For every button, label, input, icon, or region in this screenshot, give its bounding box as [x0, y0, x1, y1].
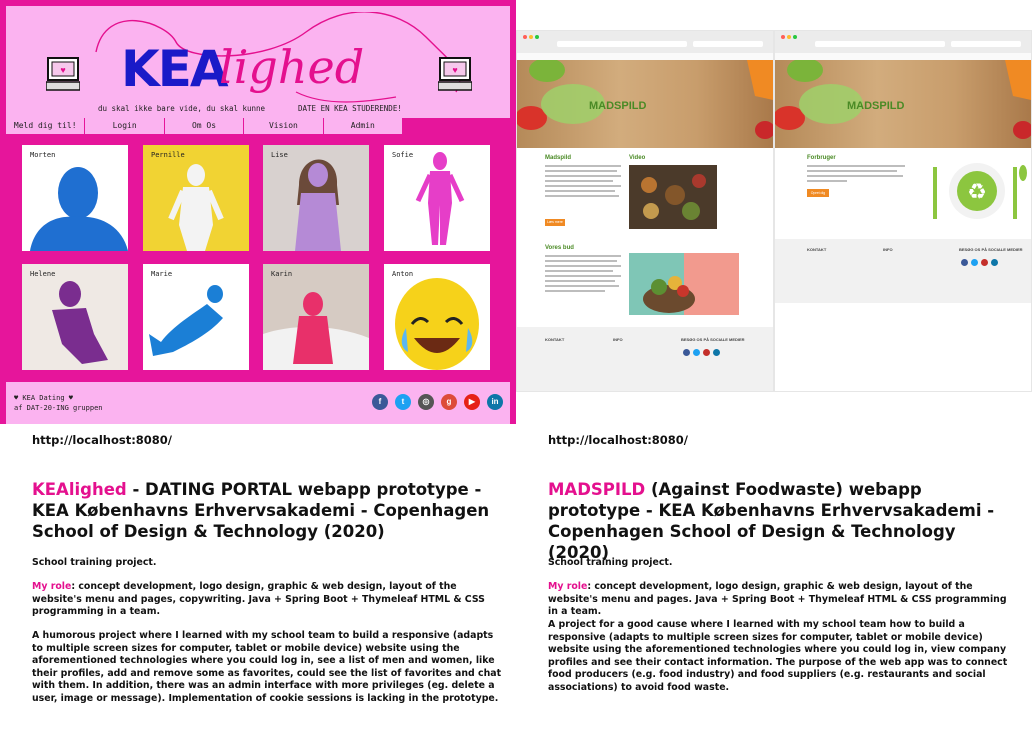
- madspild-logo: MADSPILD: [589, 100, 647, 112]
- heading-vores-bud: Vores bud: [545, 245, 574, 251]
- profile-name: Karin: [271, 270, 293, 278]
- left-project-title: [32, 479, 502, 542]
- nav-admin[interactable]: Admin: [350, 121, 375, 130]
- kealighed-screenshot: [0, 0, 516, 424]
- left-project-url[interactable]: http://localhost:8080/: [32, 433, 173, 447]
- profile-name: Lise: [271, 151, 288, 159]
- profile-name: Anton: [392, 270, 414, 278]
- hero-banner: [517, 60, 773, 148]
- linkedin-icon[interactable]: [713, 349, 720, 356]
- madspild-logo: MADSPILD: [847, 100, 905, 112]
- profile-card[interactable]: [22, 145, 128, 251]
- site-nav: [517, 53, 773, 60]
- svg-text:♥: ♥: [452, 65, 458, 75]
- profile-photo: [263, 264, 369, 370]
- title-text: (Against Foodwaste) webapp prototype - KEA Københavns Erhvervsakademi - Copenhagen School of Design & Technology (2020): [548, 480, 995, 562]
- role-label: My role: [548, 581, 588, 592]
- profile-photo: [384, 264, 490, 370]
- heading-video: Video: [629, 155, 646, 161]
- retro-computer-icon: [46, 56, 80, 92]
- hero-banner: [775, 60, 1031, 148]
- right-project-role: [548, 581, 1018, 619]
- logo-lighed: lighed: [219, 40, 365, 94]
- kea-header: [6, 6, 510, 118]
- text-placeholder-lines: [545, 165, 625, 213]
- facebook-icon[interactable]: f: [372, 394, 388, 410]
- instagram-icon[interactable]: ◎: [418, 394, 434, 410]
- facebook-icon[interactable]: [961, 259, 968, 266]
- profile-card[interactable]: [22, 264, 128, 370]
- kea-footer: [6, 382, 510, 424]
- linkedin-icon[interactable]: [991, 259, 998, 266]
- twitter-icon[interactable]: t: [395, 394, 411, 410]
- heading-madspild: Madspild: [545, 155, 572, 161]
- profile-card[interactable]: [143, 264, 249, 370]
- tagline-call-to-action: DATE EN KEA STUDERENDE!: [298, 104, 402, 113]
- read-more-button[interactable]: Læs mere: [545, 219, 565, 226]
- text-placeholder-lines: [807, 165, 907, 185]
- text-placeholder-lines: [545, 255, 625, 307]
- profile-photo: [143, 264, 249, 370]
- footer-info-heading: INFO: [613, 337, 623, 342]
- role-text: : concept development, logo design, graphic & web design, layout of the website's menu and pages, copywriting. Java + Spring Boot + Thymeleaf HTML & CSS programming in a team.: [32, 581, 485, 617]
- title-highlight: MADSPILD: [548, 480, 646, 499]
- footer-contact-heading: KONTAKT: [807, 247, 827, 252]
- profile-card[interactable]: [263, 145, 369, 251]
- profile-name: Morten: [30, 151, 56, 159]
- google-plus-icon[interactable]: g: [441, 394, 457, 410]
- right-project-title: [548, 479, 1018, 563]
- google-plus-icon[interactable]: [981, 259, 988, 266]
- footer-social-heading: BESØG OS PÅ SOCIALE MEDIER: [681, 337, 745, 342]
- footer-info-heading: INFO: [883, 247, 893, 252]
- profile-photo: [384, 145, 490, 251]
- nav-login[interactable]: Login: [85, 118, 164, 134]
- left-project-description: A humorous project where I learned with my school team to build a responsive (adapts to multiple screen sizes for computer, tablet or mobile device) website using the aforementioned technologies where you could log in, see a list of men and women, like their profiles, add and remove some as favorites, could see the list of favorites and chat with them. In addition, there was an admin interface with more privileges (eg. delete a user, image or message). Implementation of cookie sessions is lacking in the prototype.: [32, 630, 502, 704]
- footer-credit: af DAT-20-ING gruppen: [14, 404, 103, 412]
- profile-card[interactable]: [143, 145, 249, 251]
- title-highlight: KEAlighed: [32, 480, 127, 499]
- title-text: - DATING PORTAL webapp prototype - KEA Københavns Erhvervsakademi - Copenhagen School of Design & Technology (2020): [32, 480, 490, 541]
- footer-contact-heading: KONTAKT: [545, 337, 565, 342]
- heading-forbruger: Forbruger: [807, 155, 836, 161]
- profile-name: Helene: [30, 270, 56, 278]
- footer-title: ♥ KEA Dating ♥: [14, 394, 74, 402]
- linkedin-icon[interactable]: in: [487, 394, 503, 410]
- left-project-role: [32, 581, 502, 619]
- right-project-description: A project for a good cause where I learned with my school team how to build a responsive (adapts to multiple screen sizes for computer, tablet or mobile device) website using the aforementioned technologies where you could log in, view company profiles and see their contact information. The purpose of the web app was to connect food producers (e.g. food industry) and food suppliers (e.g. restaurants and social associations) to avoid food waste.: [548, 619, 1008, 693]
- madspild-forbruger-screenshot: [774, 30, 1032, 392]
- facebook-icon[interactable]: [683, 349, 690, 356]
- left-project-subtitle: School training project.: [32, 557, 157, 568]
- role-label: My role: [32, 581, 72, 592]
- footer-social-heading: BESØG OS PÅ SOCIALE MEDIER: [959, 247, 1023, 252]
- google-plus-icon[interactable]: [703, 349, 710, 356]
- svg-text:♻: ♻: [967, 179, 987, 204]
- site-nav: [775, 53, 1031, 60]
- madspild-homepage-screenshot: [516, 30, 774, 392]
- food-image: [629, 253, 739, 315]
- recycle-plate-illustration: [925, 159, 1029, 223]
- profile-card[interactable]: [263, 264, 369, 370]
- right-project-subtitle: School training project.: [548, 557, 673, 568]
- youtube-icon[interactable]: ▶: [464, 394, 480, 410]
- nav-vision[interactable]: Vision: [244, 118, 323, 134]
- retro-computer-icon: [438, 56, 472, 92]
- twitter-icon[interactable]: [693, 349, 700, 356]
- profile-card[interactable]: [384, 264, 490, 370]
- profile-name: Pernille: [151, 151, 185, 159]
- profile-card[interactable]: [384, 145, 490, 251]
- right-project-url[interactable]: http://localhost:8080/: [548, 433, 689, 447]
- logo-kea: KEA: [121, 40, 227, 98]
- profile-photo: [22, 264, 128, 370]
- nav-signup[interactable]: Meld dig til!: [6, 118, 85, 134]
- tagline: du skal ikke bare vide, du skal kunne: [98, 104, 266, 113]
- profile-name: Marie: [151, 270, 173, 278]
- profile-photo: [22, 145, 128, 251]
- profile-photo: [263, 145, 369, 251]
- browser-chrome: [517, 31, 773, 53]
- svg-text:♥: ♥: [60, 65, 66, 75]
- signup-button[interactable]: Opret dig: [807, 189, 829, 197]
- kea-nav: [6, 118, 402, 134]
- nav-about[interactable]: Om Os: [165, 118, 244, 134]
- profile-photo: [143, 145, 249, 251]
- site-footer: [517, 327, 773, 391]
- site-footer: [775, 239, 1031, 303]
- profile-name: Sofie: [392, 151, 414, 159]
- twitter-icon[interactable]: [971, 259, 978, 266]
- video-player[interactable]: [629, 165, 717, 229]
- browser-chrome: [775, 31, 1031, 53]
- role-text: : concept development, logo design, graphic & web design, layout of the website's menu and pages. Java + Spring Boot + Thymeleaf HTML & CSS programming in a team.: [548, 581, 1007, 617]
